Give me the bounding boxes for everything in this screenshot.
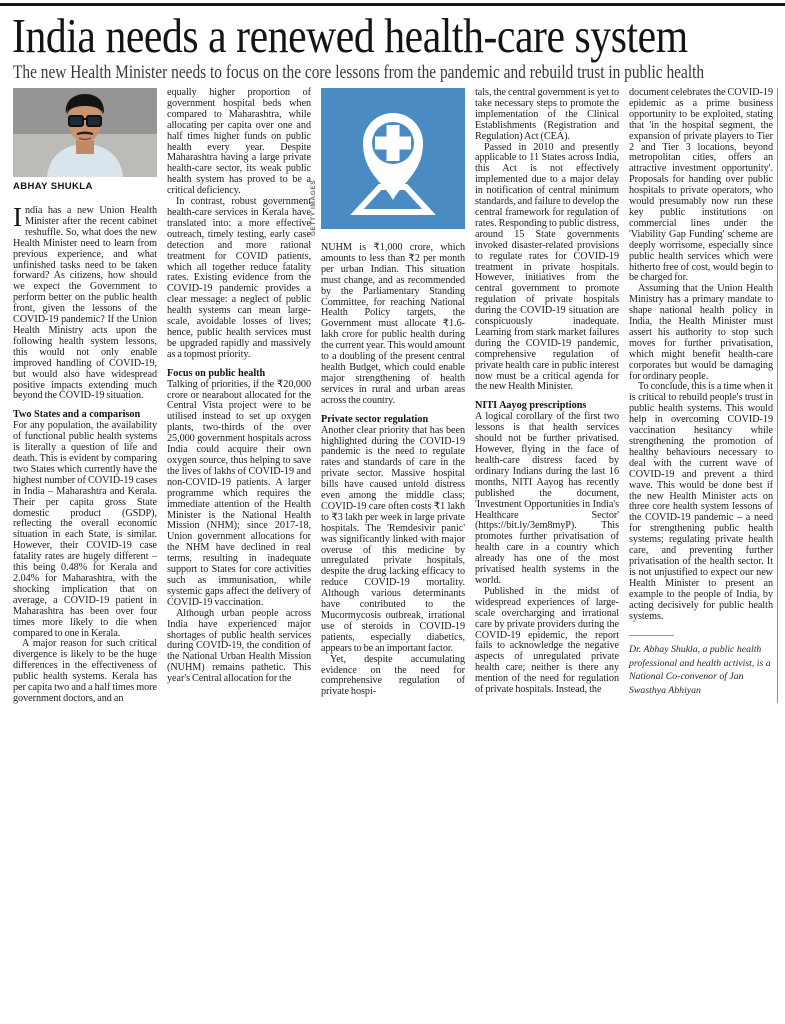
- paragraph: Passed in 2010 and presently applicable to 11 States across India, this Act is not effectively implemented due to a major delay in notification of central minimum standards, and failure to develop the central framework for regulation of rates. Responding to public distress, around 15 State governments invoked disaster-related provisions to regulate rates for COVID-19 treatment in private hospitals. However, initiatives from the central government to promote regulation of private hospitals during the COVID-19 situation are conspicuously inadequate. Learning from stark market failures during the COVID-19 pandemic, comprehensive regulation of private health care in public interest now must be a critical agenda for the new Health Minister.: [475, 141, 619, 393]
- lead-image-figure: [310, 88, 465, 236]
- article-standfirst: The new Health Minister needs to focus on the core lessons from the pandemic and rebuild trust in public health: [13, 62, 705, 83]
- bio-divider: [629, 635, 674, 636]
- column-5: [629, 88, 773, 697]
- image-credit: GETTY IMAGES: [310, 179, 317, 236]
- section-heading: Private sector regulation: [321, 413, 429, 425]
- article-body: [13, 88, 776, 705]
- top-rule: [0, 3, 785, 6]
- author-caption: ABHAY SHUKLA: [13, 181, 93, 192]
- section-heading: Two States and a comparison: [13, 409, 141, 421]
- section-heading: Focus on public health: [167, 367, 266, 379]
- column-4: [475, 88, 619, 696]
- section-heading: NITI Aayog prescriptions: [475, 400, 587, 412]
- paragraph: Another clear priority that has been highlighted during the COVID-19 pandemic is the need to regulate rates and standards of care in the private sector. Massive hospital bills have caused untold distress even among the middle class; COVID-19 care often costs ₹1 lakh to ₹3 lakh per week in large private hospitals. The 'Remdesivir panic' was significantly linked with major overuse of this medicine by unregulated private hospitals, despite the drug lacking efficacy to reduce COVID-19 mortality. Although various determinants have contributed to the Mucormycosis outbreak, irrational use of steroids in COVID-19 patients, especially diabetics, appears to be an important factor.: [321, 424, 465, 654]
- paragraph: NUHM is ₹1,000 crore, which amounts to less than ₹2 per month per urban Indian. This situation must change, and as recommended by the Parliamentary Standing Committee, for reaching National Health Policy targets, the Government must allocate ₹1.6-lakh crore for public health during the current year. This would amount to a doubling of the present central health Budget, which could enable major strengthening of health services in rural and urban areas across the country.: [321, 242, 465, 406]
- author-bio: Dr. Abhay Shukla, a public health professional and health activist, is a National Co-convenor of Jan Swasthya Abhiyan: [629, 644, 771, 696]
- paragraph: tals, the central government is yet to take necessary steps to promote the implementation of the Clinical Establishments (Registration and Regulation) Act (CEA).: [475, 87, 619, 142]
- column-3: [310, 88, 465, 698]
- column-1: [13, 88, 157, 705]
- paragraph: Yet, despite accumulating evidence on the need for comprehensive regulation of private hospi-: [321, 653, 465, 698]
- paragraph: Although urban people across India have experienced major shortages of public health services during COVID-19, the condition of the National Urban Health Mission (NUHM) remains pathetic. This year's Central allocation for the: [167, 607, 311, 685]
- paragraph: document celebrates the COVID-19 epidemic as a prime business opportunity to be exploited, stating that 'in the hospital segment, the expansion of private players to Tier 2 and Tier 3 locations, beyond metropolitan cities, offers an attractive investment opportunity'. Proposals for handing over public hospitals to private operators, who would presumably now run these key public institutions on commercial lines under the 'Viability Gap Funding' scheme are deeply worrisome, especially since public health services which were hitherto free of cost, would begin to be charged for.: [629, 87, 773, 284]
- paragraph: To conclude, this is a time when it is critical to rebuild people's trust in public health systems. This would help in overcoming COVID-19 vaccination hesitancy while strengthening the promotion of healthy behaviours necessary to deal with the current wave of COVID-19 and prevent a third wave. This would be done best if the new Health Minister acts on three core health system lessons of the COVID-19 pandemic – a need for strengthening public health systems; regulating private health care, and preventing further privatisation of the health sector. It is not unjustified to expect our new Health Minister to present an example to the people of India, by acting decisively for public health systems.: [629, 381, 773, 622]
- paragraph: For any population, the availability of functional public health systems is literally a question of life and death. This is evident by comparing two States which currently have the highest number of COVID-19 cases in India – Maharashtra and Kerala. Their per capita gross State domestic product (GSDP), reflecting the overall economic situation in each State, is similar. However, their COVID-19 case fatality rates are hugely different – this being 0.48% for Kerala and 2.04% for Maharashtra, with the shocking implication that on average, a COVID-19 patient in Maharashtra has been over four times more likely to die when compared to one in Kerala.: [13, 420, 157, 639]
- column-2: [167, 88, 311, 685]
- paragraph: A major reason for such critical divergence is likely to be the huge differences in the effectiveness of public health systems. Kerala has per capita two and a half times more government doctors, and an: [13, 638, 157, 704]
- article-headline: India needs a renewed health-care system: [12, 8, 688, 63]
- paragraph: Published in the midst of widespread experiences of large-scale overcharging and irrational care by private providers during the COVID-19 epidemic, the report fails to acknowledge the negative aspects of unregulated private health care; neither is there any mention of the need for regulation of private hospitals. Instead, the: [475, 585, 619, 696]
- author-photo: [13, 88, 157, 177]
- paragraph: In contrast, robust government health-care services in Kerala have translated into: a more effective outreach, timely testing, early case detection and more rational treatment for COVID patients, which all together reduce fatality rates. Existing evidence from the COVID-19 pandemic provides a clear message: a neglect of public health systems can mean large-scale, avoidable losses of lives; hence, public health services must be upgraded rapidly and massively as a topmost priority.: [167, 196, 311, 360]
- right-column-rule: [777, 88, 778, 703]
- paragraph: India has a new Union Health Minister after the recent cabinet reshuffle. So, what does the new Health Minister need to learn from previous experience, and what unfinished tasks need to be taken forward? As citizens, how should we expect the Government to perform better on the public health front, given the lessons of the COVID-19 pandemic? If the Union Health Ministry acts upon the following health system lessons, this would not only enable improved handling of COVID-19, but would also have widespread positive impacts extending much beyond the COVID-19 situation.: [13, 202, 157, 402]
- medical-location-pin-icon: [321, 88, 465, 229]
- author-figure: [13, 88, 157, 192]
- paragraph: equally higher proportion of government hospital beds when compared to Maharashtra, while allocating per capita over one and half times higher funds on public health every year. Despite Maharashtra having a large private health-care sector, its weak public health system has proved to be a critical deficiency.: [167, 87, 311, 197]
- paragraph: A logical corollary of the first two lessons is that health services should not be further privatised. However, flying in the face of health-care distress faced by ordinary Indians during the last 16 months, NITI Aayog has recently published the document, 'Investment Opportunities in India's Healthcare Sector' (https://bit.ly/3em8myP). This promotes further privatisation of health care in a country which already has one of the most privatised health systems in the world.: [475, 411, 619, 586]
- paragraph: Talking of priorities, if the ₹20,000 crore or nearabout allocated for the Central Vista project were to be utilised instead to set up oxygen plants, two-thirds of the over 25,000 government hospitals across India could acquire their own oxygen source, thus helping to save the lives of lakhs of COVID-19 and non-COVID-19 patients. A larger programme which requires the immediate attention of the Health Minister is the National Health Mission (NHM); since 2017-18, Union government allocations for the NHM have declined in real terms, resulting in inadequate support to States for core activities such as immunisation, while systemic gaps affect the delivery of COVID-19 vaccination.: [167, 378, 311, 608]
- paragraph: Assuming that the Union Health Ministry has a primary mandate to shape national health policy in India, the Health Minister must assert his authority to stop such moves for further privatisation, which might benefit health-care corporates but would be damaging for ordinary people.: [629, 283, 773, 382]
